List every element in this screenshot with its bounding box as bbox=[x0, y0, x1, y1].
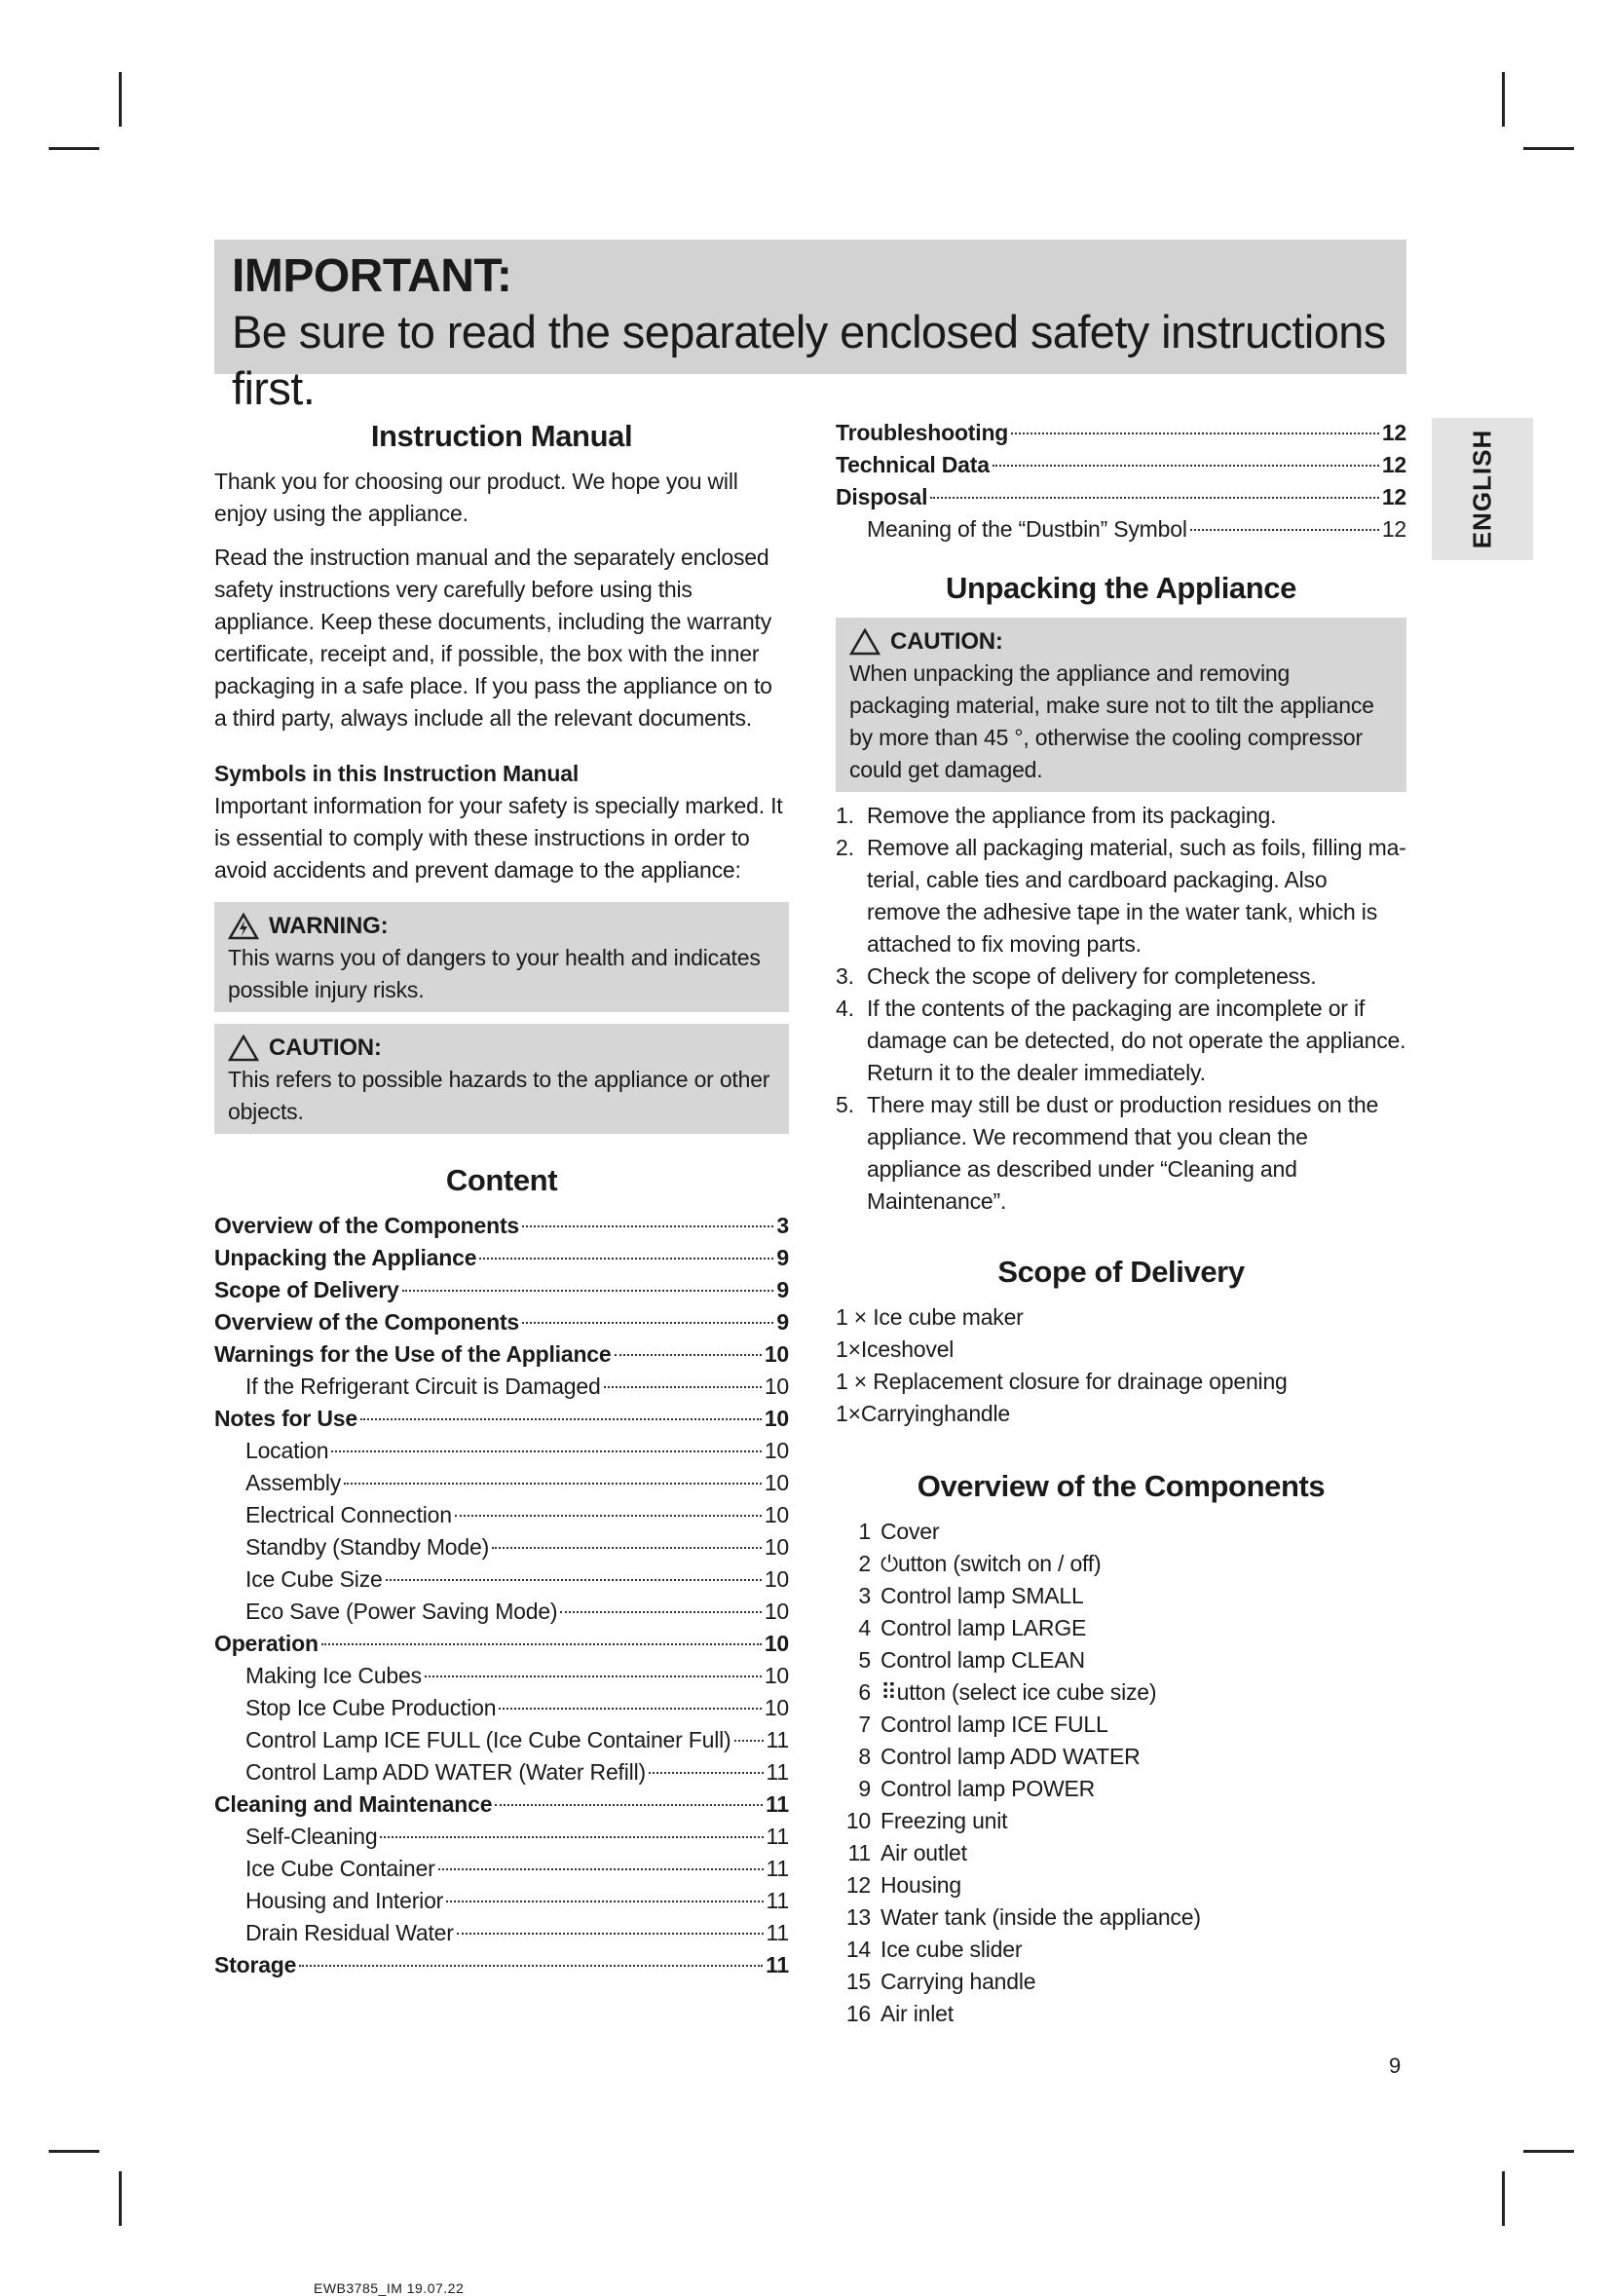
list-item bbox=[836, 1089, 1406, 1218]
scope-item: 1×Iceshovel bbox=[836, 1336, 955, 1362]
component-label: Control lamp ICE FULL bbox=[880, 1712, 1108, 1737]
list-item bbox=[836, 800, 1406, 832]
step-number: 1. bbox=[836, 803, 854, 828]
toc-leader-dots bbox=[386, 1579, 762, 1581]
toc-entry-page: 12 bbox=[1381, 516, 1406, 542]
toc-entry-page: 11 bbox=[766, 1920, 789, 1945]
symbols-heading: Symbols in this Instruction Manual bbox=[214, 761, 580, 786]
toc-entry-title: Ice Cube Size bbox=[245, 1566, 383, 1592]
scope-heading: Scope of Delivery bbox=[997, 1255, 1245, 1289]
toc-entry-page: 11 bbox=[766, 1856, 789, 1881]
toc-entry bbox=[214, 1306, 789, 1338]
toc-entry-title: Location bbox=[245, 1438, 329, 1463]
toc-entry bbox=[214, 1821, 789, 1853]
component-number: 1 bbox=[858, 1519, 871, 1544]
toc-leader-dots bbox=[492, 1547, 762, 1549]
toc-leader-dots bbox=[604, 1386, 762, 1388]
component-label: Air outlet bbox=[880, 1840, 967, 1865]
toc-entry-title: Control Lamp ICE FULL (Ice Cube Container Full) bbox=[245, 1727, 731, 1752]
list-item bbox=[836, 1580, 1406, 1612]
banner-title: IMPORTANT: bbox=[232, 250, 512, 302]
toc-entry bbox=[214, 1853, 789, 1885]
caution-icon bbox=[228, 1035, 259, 1062]
instruction-manual-heading: Instruction Manual bbox=[370, 419, 633, 453]
toc-entry-page: 10 bbox=[764, 1663, 789, 1688]
scope-item: 1 × Ice cube maker bbox=[836, 1304, 1024, 1330]
crop-mark bbox=[119, 72, 122, 127]
list-item bbox=[836, 832, 1406, 960]
toc-entry bbox=[836, 513, 1406, 546]
step-text: Remove all packaging material, such as foils, filling ma-terial, cable ties and cardboard packaging. Also remove the adhesive tape in the water tank, which is attached to fix moving parts. bbox=[867, 835, 1406, 957]
component-number: 8 bbox=[858, 1744, 871, 1769]
list-item bbox=[836, 960, 1406, 993]
overview-heading: Overview of the Components bbox=[917, 1469, 1326, 1503]
component-label: Ice cube slider bbox=[880, 1937, 1023, 1962]
list-item bbox=[836, 1644, 1406, 1676]
components-list bbox=[836, 1516, 1406, 2030]
toc-entry-title: Unpacking the Appliance bbox=[214, 1245, 477, 1270]
toc-entry-title: Housing and Interior bbox=[245, 1888, 444, 1913]
step-number: 2. bbox=[836, 835, 854, 860]
caution-title: CAUTION: bbox=[269, 1035, 382, 1061]
component-number: 4 bbox=[858, 1615, 871, 1640]
toc-entry-title: Disposal bbox=[836, 484, 928, 509]
unpacking-caution-box bbox=[836, 618, 1406, 792]
toc-entry bbox=[214, 1499, 789, 1531]
toc-entry bbox=[214, 1338, 789, 1371]
toc-leader-dots bbox=[321, 1643, 762, 1645]
list-item bbox=[836, 1741, 1406, 1773]
toc-leader-dots bbox=[1011, 433, 1379, 434]
toc-leader-dots bbox=[380, 1836, 763, 1838]
table-of-contents-continued bbox=[836, 417, 1406, 546]
toc-entry-page: 11 bbox=[766, 1888, 789, 1913]
toc-entry-title: Troubleshooting bbox=[836, 420, 1009, 445]
toc-entry-title: Making Ice Cubes bbox=[245, 1663, 422, 1688]
toc-entry bbox=[214, 1917, 789, 1949]
component-label: Freezing unit bbox=[880, 1808, 1008, 1833]
toc-entry-title: Overview of the Components bbox=[214, 1213, 520, 1238]
crop-mark bbox=[49, 2150, 99, 2153]
toc-entry-page: 10 bbox=[764, 1406, 789, 1431]
toc-leader-dots bbox=[649, 1772, 764, 1774]
read-manual-paragraph: Read the instruction manual and the separately enclosed safety instructions very carefully before using this appliance. Keep these documents, including the warranty certificate, receipt and, if possible, the box with the inner packaging in a safe place. If you pass the appliance on to a third party, always include all the relevant documents. bbox=[214, 545, 772, 731]
toc-leader-dots bbox=[479, 1258, 773, 1260]
toc-entry bbox=[214, 1274, 789, 1306]
toc-entry-page: 10 bbox=[764, 1341, 789, 1367]
important-banner bbox=[214, 240, 1406, 414]
list-item bbox=[836, 1998, 1406, 2030]
list-item bbox=[836, 1805, 1406, 1837]
component-label: Control lamp LARGE bbox=[880, 1615, 1087, 1640]
caution-text: This refers to possible hazards to the appliance or other objects. bbox=[228, 1067, 770, 1124]
step-number: 5. bbox=[836, 1092, 854, 1117]
step-number: 4. bbox=[836, 996, 854, 1021]
toc-entry-page: 12 bbox=[1381, 484, 1406, 509]
toc-entry-page: 10 bbox=[764, 1470, 789, 1495]
toc-entry-title: Cleaning and Maintenance bbox=[214, 1791, 493, 1817]
list-item bbox=[836, 1934, 1406, 1966]
toc-leader-dots bbox=[299, 1965, 763, 1967]
toc-entry-title: Ice Cube Container bbox=[245, 1856, 435, 1881]
toc-entry bbox=[214, 1435, 789, 1467]
toc-leader-dots bbox=[446, 1901, 763, 1902]
toc-entry-page: 11 bbox=[766, 1791, 789, 1817]
left-column bbox=[214, 417, 789, 1981]
toc-entry-title: Electrical Connection bbox=[245, 1502, 452, 1527]
toc-leader-dots bbox=[615, 1354, 762, 1356]
component-number: 3 bbox=[858, 1583, 871, 1608]
toc-entry bbox=[214, 1210, 789, 1242]
banner-subtitle: Be sure to read the separately enclosed safety instructions first. bbox=[232, 306, 1386, 414]
toc-entry-page: 10 bbox=[764, 1599, 789, 1624]
toc-entry bbox=[214, 1628, 789, 1660]
toc-entry-page: 9 bbox=[776, 1309, 789, 1335]
toc-entry-title: Meaning of the “Dustbin” Symbol bbox=[867, 516, 1187, 542]
toc-entry bbox=[214, 1563, 789, 1596]
component-label: Control lamp SMALL bbox=[880, 1583, 1084, 1608]
component-number: 10 bbox=[845, 1808, 871, 1833]
toc-entry bbox=[836, 449, 1406, 481]
content-heading: Content bbox=[445, 1163, 558, 1197]
toc-entry-page: 9 bbox=[776, 1277, 789, 1302]
list-item bbox=[836, 1676, 1406, 1709]
toc-leader-dots bbox=[402, 1290, 774, 1292]
warning-text: This warns you of dangers to your health and indicates possible injury risks. bbox=[228, 945, 761, 1002]
toc-entry-page: 10 bbox=[764, 1566, 789, 1592]
toc-entry bbox=[214, 1403, 789, 1435]
toc-leader-dots bbox=[499, 1708, 762, 1710]
component-number: 5 bbox=[858, 1647, 871, 1673]
toc-entry-page: 12 bbox=[1381, 452, 1406, 477]
toc-entry bbox=[214, 1692, 789, 1724]
toc-entry-title: Eco Save (Power Saving Mode) bbox=[245, 1599, 558, 1624]
component-number: 13 bbox=[845, 1904, 871, 1930]
list-item bbox=[836, 1966, 1406, 1998]
toc-entry-title: Assembly bbox=[245, 1470, 342, 1495]
toc-leader-dots bbox=[522, 1225, 773, 1227]
toc-entry-title: Notes for Use bbox=[214, 1406, 357, 1431]
toc-leader-dots bbox=[1190, 529, 1379, 531]
toc-entry bbox=[836, 481, 1406, 513]
toc-entry-page: 10 bbox=[764, 1695, 789, 1720]
toc-entry-page: 10 bbox=[764, 1502, 789, 1527]
toc-entry bbox=[214, 1371, 789, 1403]
toc-entry-title: Scope of Delivery bbox=[214, 1277, 399, 1302]
list-item bbox=[836, 1612, 1406, 1644]
component-label: Housing bbox=[880, 1872, 961, 1898]
unpacking-steps bbox=[836, 800, 1406, 1218]
toc-entry-page: 9 bbox=[776, 1245, 789, 1270]
component-label: Air inlet bbox=[880, 2001, 954, 2026]
toc-entry-page: 11 bbox=[766, 1727, 789, 1752]
toc-entry-page: 11 bbox=[766, 1952, 789, 1977]
toc-leader-dots bbox=[360, 1418, 762, 1420]
toc-entry-title: Control Lamp ADD WATER (Water Refill) bbox=[245, 1759, 646, 1785]
intro-paragraph: Thank you for choosing our product. We hope you will enjoy using the appliance. bbox=[214, 469, 738, 526]
toc-leader-dots bbox=[438, 1868, 764, 1870]
toc-entry-title: Warnings for the Use of the Appliance bbox=[214, 1341, 612, 1367]
crop-mark bbox=[119, 2171, 122, 2226]
crop-mark bbox=[1502, 2171, 1505, 2226]
toc-entry-title: Technical Data bbox=[836, 452, 990, 477]
toc-entry-page: 10 bbox=[764, 1631, 789, 1656]
toc-leader-dots bbox=[495, 1804, 763, 1806]
language-tab bbox=[1432, 418, 1533, 560]
component-label: Water tank (inside the appliance) bbox=[880, 1904, 1201, 1930]
toc-entry-title: Overview of the Components bbox=[214, 1309, 520, 1335]
toc-leader-dots bbox=[560, 1611, 761, 1613]
toc-leader-dots bbox=[522, 1322, 773, 1324]
list-item bbox=[836, 1773, 1406, 1805]
scope-list bbox=[836, 1301, 1406, 1430]
toc-entry-page: 10 bbox=[764, 1438, 789, 1463]
unpacking-caution-text: When unpacking the appliance and removing packaging material, make sure not to tilt the appliance by more than 45 °, otherwise the cooling compressor could get damaged. bbox=[849, 660, 1374, 782]
component-number: 12 bbox=[845, 1872, 871, 1898]
toc-leader-dots bbox=[425, 1675, 762, 1677]
list-item bbox=[836, 1869, 1406, 1901]
crop-mark bbox=[1523, 147, 1574, 150]
toc-leader-dots bbox=[455, 1515, 762, 1517]
list-item bbox=[836, 1901, 1406, 1934]
scope-item: 1 × Replacement closure for drainage opening bbox=[836, 1369, 1288, 1394]
step-text: There may still be dust or production residues on the appliance. We recommend that you clean the appliance as described under “Cleaning and Maintenance”. bbox=[867, 1092, 1379, 1214]
toc-entry-title: Stop Ice Cube Production bbox=[245, 1695, 497, 1720]
warning-title: WARNING: bbox=[269, 913, 389, 939]
component-number: 9 bbox=[858, 1776, 871, 1801]
toc-entry-page: 12 bbox=[1381, 420, 1406, 445]
toc-leader-dots bbox=[331, 1450, 761, 1452]
toc-entry-title: Operation bbox=[214, 1631, 318, 1656]
toc-leader-dots bbox=[993, 465, 1379, 467]
warning-icon bbox=[228, 913, 259, 940]
page-number: 9 bbox=[1389, 2053, 1402, 2078]
toc-entry bbox=[214, 1596, 789, 1628]
toc-entry bbox=[214, 1660, 789, 1692]
component-label: Control lamp POWER bbox=[880, 1776, 1096, 1801]
step-text: If the contents of the packaging are incomplete or if damage can be detected, do not operate the appliance. Return it to the dealer immediately. bbox=[867, 996, 1406, 1085]
component-number: 15 bbox=[845, 1969, 871, 1994]
toc-entry bbox=[214, 1885, 789, 1917]
unpacking-heading: Unpacking the Appliance bbox=[946, 571, 1296, 605]
scope-item: 1×Carryinghandle bbox=[836, 1401, 1011, 1426]
footer-code: EWB3785_IM 19.07.22 bbox=[314, 2280, 465, 2296]
step-number: 3. bbox=[836, 963, 854, 989]
toc-entry bbox=[214, 1756, 789, 1788]
toc-entry-page: 11 bbox=[766, 1759, 789, 1785]
component-label: ⠿utton (select ice cube size) bbox=[880, 1679, 1157, 1705]
component-label: Control lamp CLEAN bbox=[880, 1647, 1085, 1673]
component-label: Control lamp ADD WATER bbox=[880, 1744, 1141, 1769]
component-number: 14 bbox=[845, 1937, 871, 1962]
crop-mark bbox=[1523, 2150, 1574, 2153]
component-number: 16 bbox=[845, 2001, 871, 2026]
caution-icon bbox=[849, 628, 880, 656]
toc-leader-dots bbox=[344, 1483, 762, 1485]
toc-entry-page: 11 bbox=[766, 1824, 789, 1849]
right-column bbox=[836, 417, 1406, 2030]
toc-entry-page: 10 bbox=[764, 1534, 789, 1560]
list-item bbox=[836, 1709, 1406, 1741]
component-label: Carrying handle bbox=[880, 1969, 1036, 1994]
component-number: 11 bbox=[847, 1840, 871, 1865]
toc-entry-title: Standby (Standby Mode) bbox=[245, 1534, 490, 1560]
component-label: ⏻utton (switch on / off) bbox=[880, 1551, 1102, 1576]
crop-mark bbox=[1502, 72, 1505, 127]
component-number: 6 bbox=[858, 1679, 871, 1705]
toc-entry bbox=[214, 1242, 789, 1274]
list-item bbox=[836, 993, 1406, 1089]
toc-entry-page: 3 bbox=[776, 1213, 789, 1238]
step-text: Remove the appliance from its packaging. bbox=[867, 803, 1277, 828]
toc-entry-title: Drain Residual Water bbox=[245, 1920, 454, 1945]
component-number: 2 bbox=[858, 1551, 871, 1576]
toc-entry bbox=[214, 1949, 789, 1981]
toc-entry-title: If the Refrigerant Circuit is Damaged bbox=[245, 1374, 601, 1399]
symbols-paragraph: Important information for your safety is specially marked. It is essential to comply with these instructions in order to avoid accidents and prevent damage to the appliance: bbox=[214, 793, 783, 883]
toc-leader-dots bbox=[734, 1740, 764, 1742]
warning-box bbox=[214, 902, 789, 1012]
table-of-contents bbox=[214, 1210, 789, 1981]
unpacking-caution-title: CAUTION: bbox=[890, 628, 1003, 655]
toc-entry bbox=[836, 417, 1406, 449]
caution-box bbox=[214, 1024, 789, 1134]
toc-entry bbox=[214, 1467, 789, 1499]
toc-entry bbox=[214, 1724, 789, 1756]
toc-entry-title: Storage bbox=[214, 1952, 297, 1977]
toc-leader-dots bbox=[930, 497, 1379, 499]
language-tab-label: ENGLISH bbox=[1467, 429, 1497, 549]
crop-mark bbox=[49, 147, 99, 150]
list-item bbox=[836, 1837, 1406, 1869]
toc-entry bbox=[214, 1788, 789, 1821]
list-item bbox=[836, 1516, 1406, 1548]
toc-leader-dots bbox=[457, 1933, 764, 1935]
toc-entry bbox=[214, 1531, 789, 1563]
toc-entry-title: Self-Cleaning bbox=[245, 1824, 378, 1849]
component-number: 7 bbox=[858, 1712, 871, 1737]
step-text: Check the scope of delivery for completeness. bbox=[867, 963, 1317, 989]
list-item bbox=[836, 1548, 1406, 1580]
toc-entry-page: 10 bbox=[764, 1374, 789, 1399]
component-label: Cover bbox=[880, 1519, 940, 1544]
